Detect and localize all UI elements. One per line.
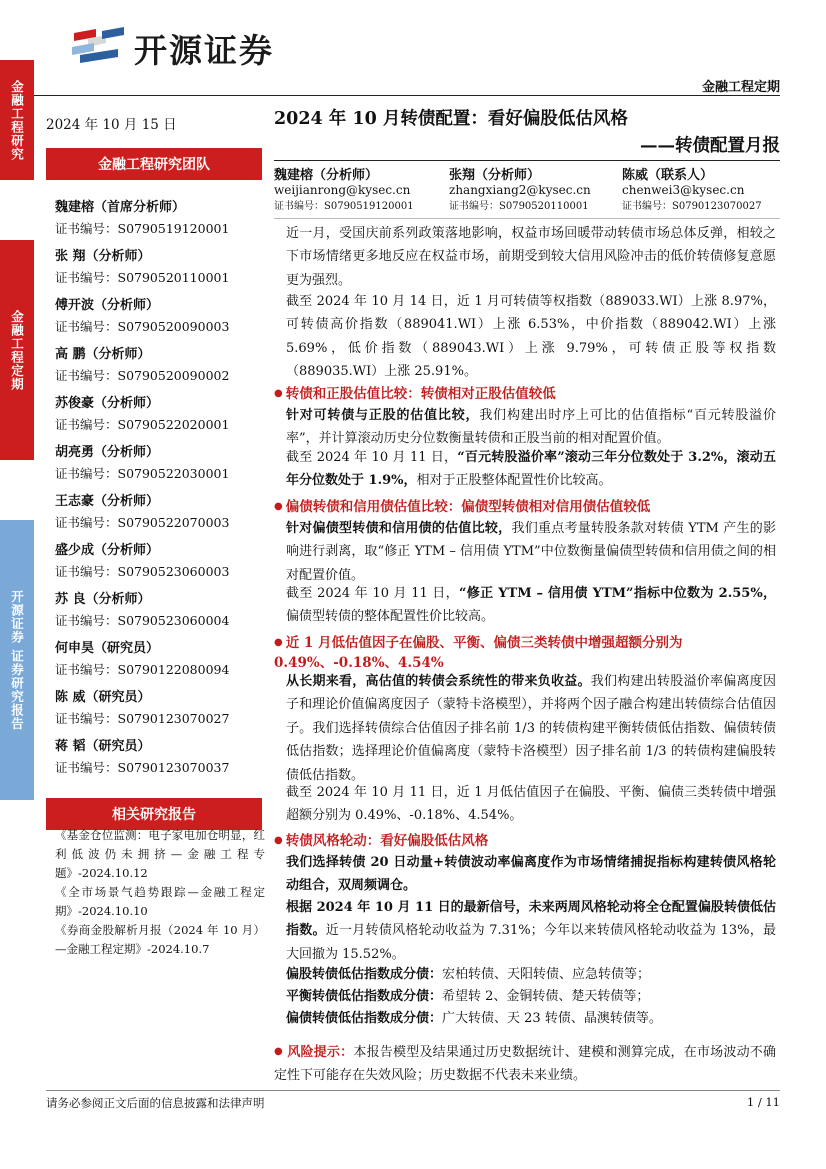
risk-warning xyxy=(274,1040,776,1088)
risk-text: 本报告模型及结果通过历史数据统计、建模和测算完成，在市场波动不确定性下可能存在失效风险；历史数据不代表未来业绩。 xyxy=(274,1045,776,1084)
analyst-cert: 证书编号：S0790523060003 xyxy=(55,564,230,579)
section-heading xyxy=(274,633,779,673)
analyst-name: 魏建榕（首席分析师） xyxy=(55,200,186,215)
analyst-name: 何申昊（研究员） xyxy=(55,641,160,656)
bullet-icon: ● xyxy=(274,501,283,512)
analyst-name: 高 鹏（分析师） xyxy=(55,347,151,362)
author-name: 陈威（联系人） xyxy=(622,168,714,183)
section-paragraph xyxy=(286,404,776,451)
analyst-name: 傅开波（分析师） xyxy=(55,298,160,313)
index-paragraph: 截至 2024 年 10 月 14 日，近 1 月可转债等权指数（889033.WI）上涨 8.97%，可转债高价指数（889041.WI）上涨 6.53%，中价指数（889042.WI）上涨 5.69%，低价指数（889043.WI）上涨 9.79%，可转债正股等权指数（889035.WI）上涨 25.91%。 xyxy=(286,294,776,380)
bold-lead: 平衡转债低估指数成分债： xyxy=(286,989,443,1004)
constituent-line xyxy=(286,985,776,1008)
related-reports-title: 相关研究报告 xyxy=(112,807,196,823)
analyst-name: 苏俊豪（分析师） xyxy=(55,396,160,411)
title-divider xyxy=(274,160,780,161)
side-tab-top xyxy=(0,60,34,180)
author-name: 张翔（分析师） xyxy=(449,168,541,183)
section-paragraph xyxy=(286,446,776,493)
bold-lead: 针对偏债型转债和信用债的估值比较， xyxy=(286,521,512,536)
section-paragraph: 我们选择转债 20 日动量+转债波动率偏离度作为市场情绪捕捉指标构建转债风格轮动组合，双周频调仓。 xyxy=(286,855,776,894)
bold-lead: “百元转股溢价率”滚动三年分位数处于 3.2%，滚动五年分位数处于 1.9%， xyxy=(286,450,776,489)
team-title: 金融工程研究团队 xyxy=(98,157,210,173)
body-text: 近一月转债风格轮动收益为 7.31%；今年以来转债风格轮动收益为 13%，最大回撤为 15.52%。 xyxy=(286,923,776,962)
company-logo xyxy=(66,24,274,72)
body-text: 希望转 2、金铜转债、楚天转债等； xyxy=(442,989,650,1004)
bold-lead: “修正 YTM – 信用债 YTM”指标中位数为 2.55%， xyxy=(458,586,776,601)
analyst-name: 盛少成（分析师） xyxy=(55,543,160,558)
analyst-cert: 证书编号：S0790123070027 xyxy=(55,711,230,726)
bold-lead: 偏债转债低估指数成分债： xyxy=(286,1011,443,1026)
author-cert: 证书编号：S0790519120001 xyxy=(274,201,414,212)
author-cert: 证书编号：S0790520110001 xyxy=(449,201,589,212)
side-tab-middle xyxy=(0,240,34,460)
author-block xyxy=(274,164,414,212)
analyst-cert: 证书编号：S0790520110001 xyxy=(55,270,230,285)
body-text: 我们构建出时序上可比的估值指标“百元转股溢价率”，并计算滚动历史分位数衡量转债和正股当前的相对配置价值。 xyxy=(286,408,776,447)
section-paragraph xyxy=(286,582,776,629)
section-heading-text: 转债风格轮动：看好偏股低估风格 xyxy=(285,833,489,849)
author-block xyxy=(622,164,762,212)
report-subtitle: ——转债配置月报 xyxy=(640,136,780,156)
side-tab-bottom-label: 开源证券 证券研究报告 xyxy=(9,589,25,731)
section-paragraph xyxy=(286,517,776,587)
body-text: 我们构建出转股溢价率偏离度因子和理论价值偏离度因子（蒙特卡洛模型），并将两个因子融合构建出转债综合估值因子。我们选择转债综合估值因子排名前 1/3 的转债构建平衡转债低估指数、偏债转债低估指数；选择理论价值偏离度（蒙特卡洛模型）因子排名前 1/3 的转债构建偏股转债低估指数。 xyxy=(286,674,776,783)
body-text: 相对于正股整体配置性价比较高。 xyxy=(416,473,612,489)
body-text: 我们重点考量转股条款对转债 YTM 产生的影响进行剥离，取“修正 YTM – 信用债 YTM”中位数衡量偏债型转债和信用债之间的相对配置价值。 xyxy=(286,521,776,583)
analyst-cert: 证书编号：S0790123070037 xyxy=(55,760,230,775)
section-heading-text: 转债和正股估值比较：转债相对正股估值较低 xyxy=(285,386,556,402)
analyst-cert: 证书编号：S0790520090003 xyxy=(55,319,230,334)
bold-lead: 偏股转债低估指数成分债： xyxy=(286,967,443,982)
bold-lead: 根据 2024 年 10 月 11 日的最新信号，未来两周风格轮动将全仓配置偏股转债低估指数。 xyxy=(286,900,776,939)
bullet-icon: ● xyxy=(274,637,283,648)
logo-mark-icon xyxy=(66,25,130,71)
related-reports-list xyxy=(55,826,265,959)
intro-paragraph: 近一月，受国庆前系列政策落地影响，权益市场回暖带动转债市场总体反弹，相较之下市场情绪更多地反应在权益市场，前期受到较大信用风险冲击的低价转债修复意愿更为强烈。 xyxy=(286,226,776,288)
analyst-name: 胡亮勇（分析师） xyxy=(55,445,160,460)
constituent-line xyxy=(286,963,776,986)
report-date: 2024 年 10 月 15 日 xyxy=(46,117,177,133)
section-heading xyxy=(274,831,779,851)
author-divider xyxy=(274,218,780,219)
section-paragraph xyxy=(286,670,776,787)
related-report-item[interactable]: 《全市场景气趋势跟踪—金融工程定期》-2024.10.10 xyxy=(55,885,265,918)
bullet-icon: ● xyxy=(274,388,283,399)
analyst-cert: 证书编号：S0790522020001 xyxy=(55,417,230,432)
bold-lead: 从长期来看，高估值的转债会系统性的带来负收益。 xyxy=(286,674,591,689)
body-text: 截至 2024 年 10 月 11 日， xyxy=(286,450,458,465)
team-title-bar xyxy=(46,148,262,180)
side-tab-bottom xyxy=(0,520,34,800)
footer-disclaimer[interactable]: 请务必参阅正文后面的信息披露和法律声明 xyxy=(46,1096,265,1110)
section-heading-text: 近 1 月低估值因子在偏股、平衡、偏债三类转债中增强超额分别为 0.49%、-0.18%、4.54% xyxy=(274,635,683,671)
analyst-cert: 证书编号：S0790523060004 xyxy=(55,613,230,628)
constituent-line xyxy=(286,1007,776,1030)
section-heading xyxy=(274,497,779,517)
analyst-cert: 证书编号：S0790522030001 xyxy=(55,466,230,481)
author-email[interactable]: weijianrong@kysec.cn xyxy=(274,183,411,197)
section-paragraph xyxy=(286,896,776,966)
logo-text: 开源证券 xyxy=(134,30,274,70)
author-email[interactable]: chenwei3@kysec.cn xyxy=(622,183,745,197)
related-report-item[interactable]: 《基金仓位监测：电子家电加仓明显，红利低波仍未拥挤—金融工程专题》-2024.10.12 xyxy=(55,828,265,880)
section-heading xyxy=(274,384,779,404)
analyst-cert: 证书编号：S0790522070003 xyxy=(55,515,230,530)
analyst-cert: 证书编号：S0790520090002 xyxy=(55,368,230,383)
header-divider xyxy=(0,95,780,96)
author-name: 魏建榕（分析师） xyxy=(274,168,379,183)
analyst-cert: 证书编号：S0790519120001 xyxy=(55,221,230,236)
analyst-cert: 证书编号：S0790122080094 xyxy=(55,662,230,677)
section-heading-text: 偏债转债和信用债估值比较：偏债型转债相对信用债估值较低 xyxy=(285,499,651,515)
bullet-icon: ● xyxy=(274,1046,283,1057)
side-tab-top-label: 金融工程研究 xyxy=(9,79,25,161)
body-text: 截至 2024 年 10 月 11 日， xyxy=(286,586,459,601)
footer-divider xyxy=(46,1090,780,1091)
side-tab-middle-label: 金融工程定期 xyxy=(9,309,25,391)
related-report-item[interactable]: 《券商金股解析月报（2024 年 10 月）—金融工程定期》-2024.10.7 xyxy=(55,923,265,956)
body-text: 广大转债、天 23 转债、晶澳转债等。 xyxy=(442,1011,662,1026)
body-text: 宏柏转债、天阳转债、应急转债等； xyxy=(442,967,651,982)
author-cert: 证书编号：S0790123070027 xyxy=(622,201,762,212)
report-type-label: 金融工程定期 xyxy=(701,80,780,95)
body-text: 偏债型转债的整体配置性价比较高。 xyxy=(286,609,495,625)
author-block xyxy=(449,164,591,212)
author-email[interactable]: zhangxiang2@kysec.cn xyxy=(449,183,591,197)
page-number: 1 / 11 xyxy=(746,1095,780,1109)
analyst-name: 蒋 韬（研究员） xyxy=(55,739,151,754)
analyst-name: 苏 良（分析师） xyxy=(55,592,151,607)
risk-heading: 风险提示： xyxy=(287,1045,354,1060)
bold-lead: 针对可转债与正股的估值比较， xyxy=(286,408,480,423)
analyst-name: 陈 威（研究员） xyxy=(55,690,151,705)
section-paragraph: 截至 2024 年 10 月 11 日，近 1 月低估值因子在偏股、平衡、偏债三类转债中增强超额分别为 0.49%、-0.18%、4.54%。 xyxy=(286,785,776,824)
analyst-name: 王志豪（分析师） xyxy=(55,494,160,509)
analyst-name: 张 翔（分析师） xyxy=(55,249,151,264)
report-title: 2024 年 10 月转债配置：看好偏股低估风格 xyxy=(274,109,628,129)
bullet-icon: ● xyxy=(274,835,283,846)
